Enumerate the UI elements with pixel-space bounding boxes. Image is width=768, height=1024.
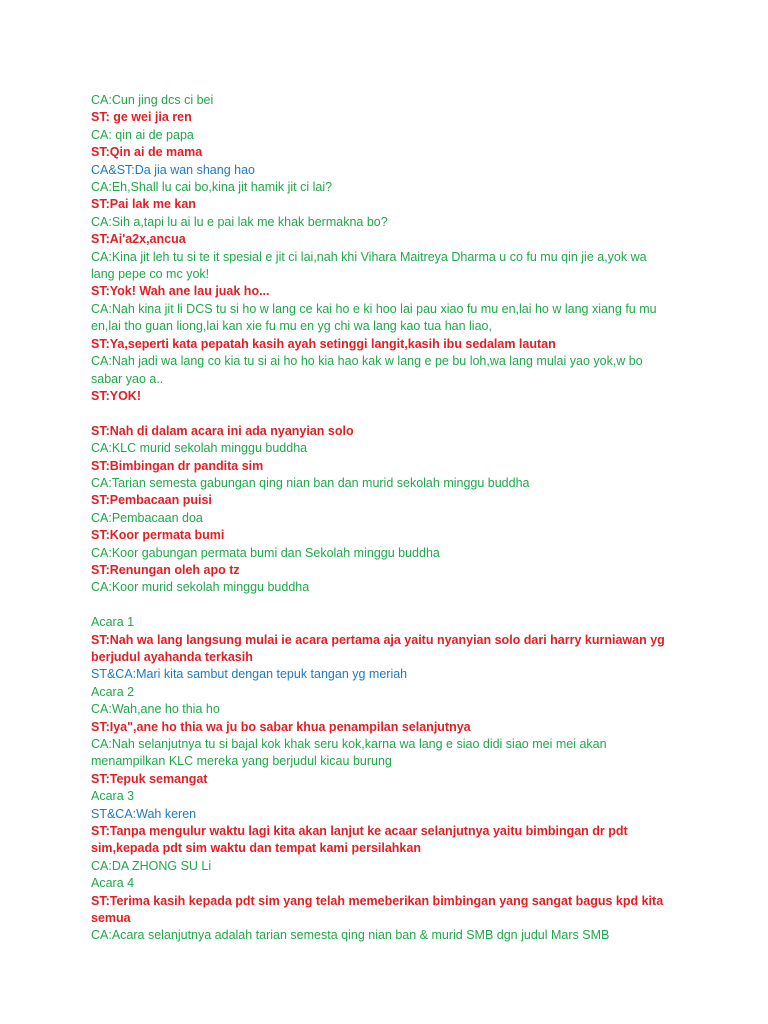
script-line: CA:Koor murid sekolah minggu buddha (91, 580, 310, 595)
script-line: ST:Ai'a2x,ancua (91, 232, 186, 247)
script-line: CA:Acara selanjutnya adalah tarian semesta qing nian ban & murid SMB dgn judul Mars SMB (91, 928, 610, 943)
script-line: ST&CA:Wah keren (91, 806, 197, 821)
script-line: CA:Nah jadi wa lang co kia tu si ai ho ho kia hao kak w lang e pe bu loh,wa lang mulai yao yok,w bo sabar yao a.. (91, 354, 643, 386)
script-line: ST:Pembacaan puisi (91, 493, 212, 508)
script-line: CA: qin ai de papa (91, 127, 194, 142)
script-line: CA:Cun jing dcs ci bei (91, 93, 214, 107)
script-line: ST:Terima kasih kepada pdt sim yang telah memeberikan bimbingan yang sangat bagus kpd kita semua (91, 893, 664, 926)
script-line: ST:Renungan oleh apo tz (91, 562, 240, 577)
script-line: CA:Sih a,tapi lu ai lu e pai lak me khak bermakna bo? (91, 214, 388, 229)
script-line: ST&CA:Mari kita sambut dengan tepuk tangan yg meriah (91, 667, 408, 682)
script-line: ST:Yok! Wah ane lau juak ho... (91, 284, 270, 299)
script-line: ST:YOK! (91, 388, 141, 403)
script-line: CA:DA ZHONG SU Li (91, 858, 212, 873)
script-line: ST:Tepuk semangat (91, 771, 208, 786)
script-line: ST:Pai lak me kan (91, 197, 196, 212)
script-line: ST:Tanpa mengulur waktu lagi kita akan lanjut ke acaar selanjutnya yaitu bimbingan dr pdt sim,kepada pdt sim waktu dan tempat kami persilahkan (91, 824, 628, 856)
blank-line (91, 597, 671, 614)
script-line: CA:Kina jit leh tu si te it spesial e jit ci lai,nah khi Vihara Maitreya Dharma u co fu mu qin jie a,yok wa lang pepe co mc yok! (91, 249, 647, 282)
script-line: ST:Qin ai de mama (91, 145, 203, 160)
blank-line (91, 405, 671, 422)
script-line: CA:Pembacaan doa (91, 510, 203, 525)
script-line: CA:Nah selanjutnya tu si bajal kok khak seru kok,karna wa lang e siao didi siao mei mei akan menampilkan KLC mereka yang berjudul kicau burung (91, 737, 607, 769)
script-line: CA:KLC murid sekolah minggu buddha (91, 441, 308, 456)
script-line: CA:Nah kina jit li DCS tu si ho w lang ce kai ho e ki hoo lai pau xiao fu mu en,lai ho w lang xiang fu mu en,lai tho guan liong,lai kan xie fu mu en yg chi wa lang kao tua han liao, (91, 301, 657, 334)
script-line: ST:Iya",ane ho thia wa ju bo sabar khua penampilan selanjutnya (91, 719, 471, 734)
script-line: ST:Nah di dalam acara ini ada nyanyian solo (91, 423, 354, 438)
script-line: Acara 3 (91, 789, 135, 804)
script-line: Acara 2 (91, 684, 135, 699)
document-body (91, 92, 671, 945)
script-line: Acara 1 (91, 615, 135, 630)
script-line: CA:Wah,ane ho thia ho (91, 702, 220, 717)
script-line: CA&ST:Da jia wan shang hao (91, 162, 255, 177)
script-line: ST:Koor permata bumi (91, 528, 225, 543)
script-line: CA:Koor gabungan permata bumi dan Sekolah minggu buddha (91, 545, 440, 560)
script-line: CA:Tarian semesta gabungan qing nian ban dan murid sekolah minggu buddha (91, 475, 530, 490)
script-line: ST:Nah wa lang langsung mulai ie acara pertama aja yaitu nyanyian solo dari harry kurniawan yg berjudul ayahanda terkasih (91, 632, 665, 664)
script-line: Acara 4 (91, 876, 135, 891)
script-line: ST:Ya,seperti kata pepatah kasih ayah setinggi langit,kasih ibu sedalam lautan (91, 336, 556, 351)
script-line: ST:Bimbingan dr pandita sim (91, 458, 264, 473)
script-line: ST: ge wei jia ren (91, 110, 192, 125)
script-line: CA:Eh,Shall lu cai bo,kina jit hamik jit ci lai? (91, 180, 333, 195)
